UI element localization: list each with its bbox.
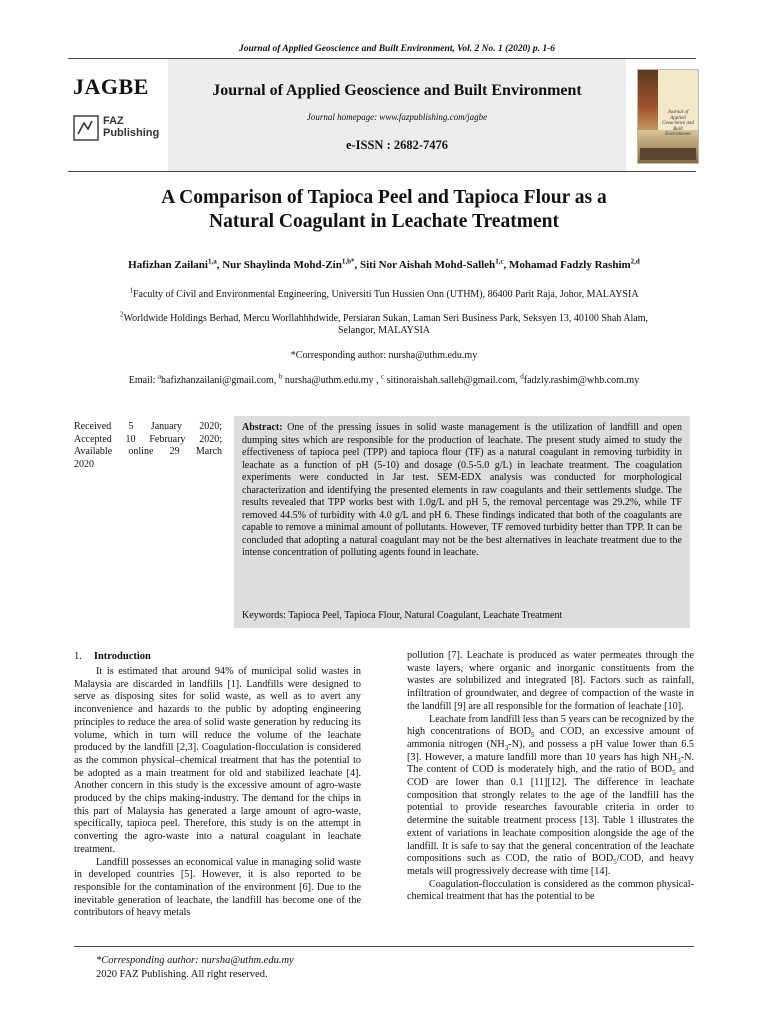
date-accepted: Accepted 10 February 2020; <box>74 433 222 445</box>
date-received: Received 5 January 2020; <box>74 421 222 432</box>
subscript: 5 <box>531 731 535 740</box>
subscript: 5 <box>672 769 676 778</box>
email-sep: , <box>373 375 381 386</box>
article-title-line-2: Natural Coagulant in Leachate Treatment <box>209 211 559 232</box>
author-sep: , <box>503 259 510 271</box>
author-sep: , <box>216 259 223 271</box>
journal-cover-image <box>637 69 699 164</box>
paragraph <box>407 714 694 879</box>
journal-homepage: Journal homepage: www.fazpublishing.com/jagbe <box>306 112 488 122</box>
author-name: Mohamad Fadzly Rashim <box>509 259 631 271</box>
author-emails <box>68 372 700 386</box>
article-title-line-1: A Comparison of Tapioca Peel and Tapioca Flour as a <box>161 187 607 208</box>
affiliation-2 <box>68 310 700 337</box>
abstract-box <box>234 416 690 628</box>
footer-corresponding: *Corresponding author: nursha@uthm.edu.my <box>96 955 294 966</box>
right-column <box>407 650 694 904</box>
email-sep: , <box>515 375 521 386</box>
publisher-logo <box>73 115 165 141</box>
section-number: 1. <box>74 651 82 662</box>
email-sep: , <box>273 375 279 386</box>
email-sup: a <box>157 372 162 381</box>
author-affil-sup: 1,a <box>207 257 217 266</box>
section-title: Introduction <box>93 651 151 662</box>
affiliation-1 <box>68 286 700 300</box>
paragraph: It is estimated that around 94% of municipal solid wastes in Malaysia are discarded in landfills [1]. Landfills were designed to serve as disposing sites for solid waste, as well as to avert any inconvenience and hazards to the public by adopting engineering principles to reduce the area of solid waste generation by reducing its volume, which in turn will reduce the volume of the leachate produced by the landfill [2,3]. Coagulation-flocculation is considered as the common physical–chemical treatment that has the potential to be adopted as a main treatment for old and stabilized leachate [4]. Another concern in this study is the excessive amount of agro-waste produced by the chips making-industry. The demand for the chips in this part of Malaysia has generated a large amount of agro-waste, specifically, tapioca peel. Therefore, this study is on the attempt in converting the agro-waste into a natural coagulant in leachate treatment. <box>74 666 361 855</box>
author-name: Hafizhan Zailani <box>128 259 208 271</box>
section-heading <box>74 651 151 662</box>
email-link[interactable]: fadzly.rashim@whb.com.my <box>523 375 640 386</box>
subscript: 5 <box>613 858 617 867</box>
header-bottom-rule <box>68 171 696 172</box>
author-affil-sup: 1,c <box>495 257 504 266</box>
email-link[interactable]: hafizhanzailani@gmail.com <box>161 375 274 386</box>
text-run: /COD, and heavy metals will progressively decrease with time [14]. <box>407 853 694 877</box>
paragraph: Coagulation-flocculation is considered as the common physical-chemical treatment that has the potential to be <box>407 878 694 903</box>
author-name: Siti Nor Aishah Mohd-Salleh <box>359 259 496 271</box>
author-affil-sup: 2,d <box>630 257 640 266</box>
text-run: and COD, an excessive amount of ammonia nitrogen (NH <box>407 726 695 750</box>
affiliation-sup: 1 <box>129 286 133 295</box>
affiliation-text: Faculty of Civil and Environmental Engineering, Universiti Tun Hussien Onn (UTHM), 86400 Parit Raja, Johor, MALAYSIA <box>132 289 639 300</box>
date-available: Available online 29 March <box>74 446 222 458</box>
subscript: 3 <box>504 743 509 752</box>
publisher-logo-icon <box>73 115 99 141</box>
affiliation-text: Selangor, MALAYSIA <box>337 325 430 336</box>
abstract-body: One of the pressing issues in solid waste management is the utilization of landfill and open dumping sites which are responsible for the production of leachate. The present study aimed to study the effectiveness of tapioca peel (TPP) and tapioca flour (TF) as a natural coagulant in removing turbidity in leachate as a function of pH (5-10) and dosage (0.5-5.0 g/L) in leachate treatment. The coagulation experiments were conducted in Jar test. SEM-EDX analysis was conducted for morphological characterization and identifying the presented elements in raw coagulants and their settlements sludge. The results revealed that TPP works best with 1.0g/L and pH 5, the removal percentage was 29.2%, while TF removed 44.5% of turbidity with 4.0 g/L and pH 6. These findings indicated that both of the coagulants are capable to remove a minimal amount of pollutants. However, TF removed turbidity better than TPP. It can be concluded that adopting a natural coagulant may not be the best alternatives in leachate treatment due to the intense concentration of polluting agents found in leachate. <box>242 422 682 558</box>
cover-title-line: Journal of <box>667 110 689 115</box>
email-sup: d <box>520 372 524 381</box>
article-dates <box>74 421 222 471</box>
publisher-logo-text-1: FAZ <box>103 115 124 127</box>
text-run: -N), and possess a pH value lower than 6.5 [3]. However, a mature landfill more than 10 years has high NH <box>407 738 694 763</box>
text-run: and COD are lower than 0.1 [11][12]. The difference in leachate composition that strongly relates to the age of the landfill has the potential to provide researches favourable criteria in order to determine the suitable treatment process [13]. Table 1 illustrates the extent of variations in leachate composition alongside the age of the landfill. It is safe to say that the general concentration of the leachate compositions such as COD, the ratio of BOD <box>407 764 694 865</box>
abstract-label: Abstract: <box>242 422 283 433</box>
cover-title-line: Built <box>673 126 683 132</box>
author-affil-sup: 1,b* <box>341 257 355 266</box>
footer-copyright: 2020 FAZ Publishing. All right reserved. <box>96 969 268 980</box>
affiliation-text: Worldwide Holdings Berhad, Mercu Worllahhhdwide, Persiaran Sukan, Laman Seri Business Park, Seksyen 13, 40100 Shah Alam, <box>123 313 649 324</box>
journal-acronym: JAGBE <box>73 74 149 99</box>
publisher-logo-text-2: Publishing <box>103 127 160 139</box>
text-run: -N. The content of COD is moderately high, and the ratio of BOD <box>407 751 694 776</box>
journal-citation: Journal of Applied Geoscience and Built Environment, Vol. 2 No. 1 (2020) p. 1-6 <box>238 44 556 54</box>
journal-eissn: e-ISSN : 2682-7476 <box>345 138 449 152</box>
date-available-year: 2020 <box>74 458 94 470</box>
email-sup: c <box>380 372 385 381</box>
cover-title-line: Environment <box>665 132 691 137</box>
abstract-text <box>242 422 682 560</box>
left-column <box>74 666 361 920</box>
paragraph: Landfill possesses an economical value in managing solid waste in developed countries [5]. However, it is also reported to be responsible for the contamination of the environment [6]. Due to the inevitable generation of leachate, the landfill has become one of the contributors of heavy metals <box>74 856 361 919</box>
author-sep: , <box>354 259 360 271</box>
subscript: 3 <box>677 756 681 765</box>
email-label: Email: <box>128 375 158 386</box>
cover-title-line: Applied <box>670 115 686 121</box>
author-name: Nur Shaylinda Mohd-Zin <box>222 259 342 271</box>
corresponding-author: *Corresponding author: nursha@uthm.edu.my <box>290 350 478 361</box>
email-link[interactable]: sitinoraishah.salleh@gmail.com <box>384 375 516 386</box>
text-run: Leachate from landfill less than 5 years can be recognized by the high concentrations of BOD <box>407 713 694 738</box>
article-title <box>68 186 700 234</box>
author-list <box>68 259 700 271</box>
journal-name: Journal of Applied Geoscience and Built Environment <box>212 82 582 99</box>
email-link[interactable]: nursha@uthm.edu.my <box>282 375 374 386</box>
affiliation-sup: 2 <box>119 310 124 319</box>
paragraph: pollution [7]. Leachate is produced as water permeates through the waste layers, where organic and inorganic constituents from the wastes are solubilized and integrated [8]. Factors such as rainfall, infiltration of groundwater, and degree of compaction of the waste in the landfill [9] are all responsible for the formation of leachate [10]. <box>407 650 694 712</box>
keywords: Keywords: Tapioca Peel, Tapioca Flour, Natural Coagulant, Leachate Treatment <box>242 610 563 621</box>
email-sup: b <box>278 372 283 381</box>
cover-title-line: Geoscience and <box>662 121 694 126</box>
footer-rule <box>74 946 694 947</box>
